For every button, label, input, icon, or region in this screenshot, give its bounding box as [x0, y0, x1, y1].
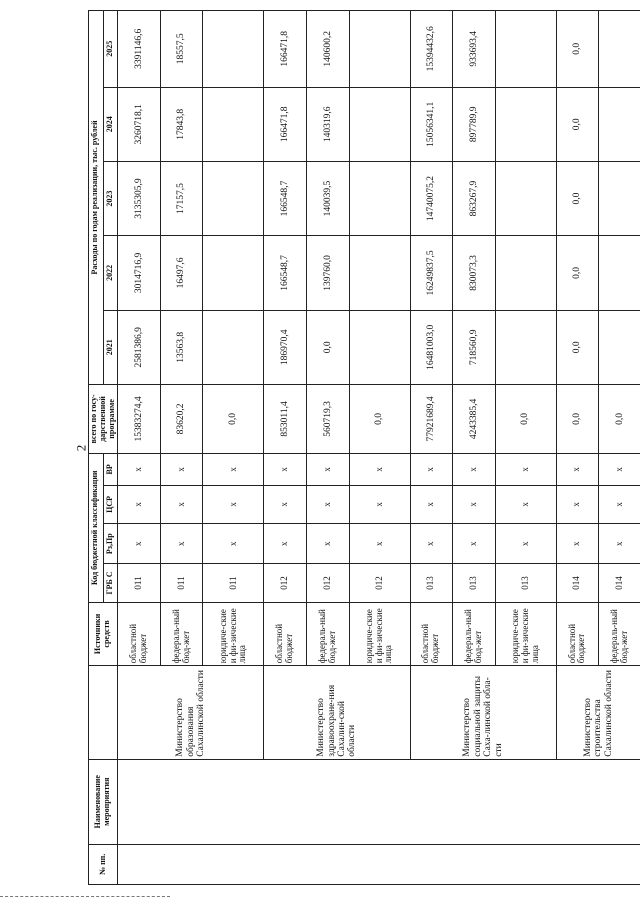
header-name: Наименование мероприятия [89, 759, 118, 844]
cell-2021: 0,0 [556, 310, 599, 384]
cell-2024: 17843,8 [160, 87, 203, 161]
cell-grbs: 012 [307, 564, 350, 602]
cell-2021 [203, 310, 264, 384]
cell-grbs: 011 [203, 564, 264, 602]
cell-rzpr: x [453, 524, 496, 564]
header-year-2024: 2024 [103, 87, 118, 161]
cell-rzpr: x [556, 524, 599, 564]
cell-2024: 0,0 [556, 87, 599, 161]
cell-2023: 166548,7 [264, 161, 307, 235]
cell-2023: 3135305,9 [118, 161, 161, 235]
header-year-2021: 2021 [103, 310, 118, 384]
cell-vr: x [203, 453, 264, 485]
cell-2025 [349, 11, 410, 88]
cell-source: федераль-ный бюд-жет [160, 602, 203, 666]
cell-2022 [349, 236, 410, 310]
table-row [556, 11, 599, 885]
cell-2025: 3391146,6 [118, 11, 161, 88]
cell-grbs: 012 [349, 564, 410, 602]
cell-vr: x [453, 453, 496, 485]
cell-vr: x [556, 453, 599, 485]
ministry-education: Министерство образования Сахалинской области [118, 666, 264, 759]
cell-2025 [495, 11, 556, 88]
header-expenses: Расходы по годам реализации, тыс. рублей [89, 11, 104, 385]
cell-2023 [203, 161, 264, 235]
cell-2023: 0,0 [556, 161, 599, 235]
cell-2021: 186970,4 [264, 310, 307, 384]
cell-rzpr: x [118, 524, 161, 564]
header-rzpr: Рз,Пр [103, 524, 118, 564]
cell-vr: x [410, 453, 453, 485]
cell-total: 4243385,4 [453, 384, 496, 453]
cell-total: 853011,4 [264, 384, 307, 453]
cell-total: 77921689,4 [410, 384, 453, 453]
cell-vr: x [495, 453, 556, 485]
cell-total: 0,0 [495, 384, 556, 453]
cell-vr: x [307, 453, 350, 485]
cell-csr: x [307, 485, 350, 523]
cell-source: федераль-ный бюд-жет [599, 602, 640, 666]
cell-2022 [599, 236, 640, 310]
cell-grbs: 013 [495, 564, 556, 602]
cell-2024: 140319,6 [307, 87, 350, 161]
cell-2022: 16497,6 [160, 236, 203, 310]
cell-total: 83620,2 [160, 384, 203, 453]
cell-csr: x [349, 485, 410, 523]
cell-csr: x [556, 485, 599, 523]
header-budget-code: Код бюджетной классификации [89, 453, 104, 602]
cell-2021 [599, 310, 640, 384]
ministry-construction: Министерство строительства Сахалинской области [556, 666, 640, 759]
header-year-2022: 2022 [103, 236, 118, 310]
cell-2025: 166471,8 [264, 11, 307, 88]
cell-csr: x [495, 485, 556, 523]
cell-grbs: 013 [410, 564, 453, 602]
header-year-2023: 2023 [103, 161, 118, 235]
cell-vr: x [118, 453, 161, 485]
cell-grbs: 013 [453, 564, 496, 602]
cell-2023: 14740075,2 [410, 161, 453, 235]
cell-grbs: 014 [556, 564, 599, 602]
cell-total: 0,0 [599, 384, 640, 453]
cell-2022 [495, 236, 556, 310]
cell-2021: 718560,9 [453, 310, 496, 384]
cell-source: областной бюджет [556, 602, 599, 666]
cell-2023 [599, 161, 640, 235]
cell-2024: 3260718,1 [118, 87, 161, 161]
header-num: № пп. [89, 844, 118, 884]
cell-2024: 166471,8 [264, 87, 307, 161]
cell-2021: 2581386,9 [118, 310, 161, 384]
cell-rzpr: x [264, 524, 307, 564]
cell-source: областной бюджет [118, 602, 161, 666]
cell-2022: 166548,7 [264, 236, 307, 310]
scan-artifact-line [0, 896, 170, 898]
cell-csr: x [160, 485, 203, 523]
cell-2023: 17157,5 [160, 161, 203, 235]
cell-2022 [203, 236, 264, 310]
cell-grbs: 011 [160, 564, 203, 602]
cell-rzpr: x [307, 524, 350, 564]
cell-source: юридиче-ские и фи-зические лица [495, 602, 556, 666]
cell-2025 [203, 11, 264, 88]
cell-2024 [599, 87, 640, 161]
cell-2021: 16481003,0 [410, 310, 453, 384]
header-executor [89, 666, 118, 759]
cell-csr: x [599, 485, 640, 523]
cell-grbs: 012 [264, 564, 307, 602]
cell-source: юридиче-ские и фи-зические лица [349, 602, 410, 666]
cell-rzpr: x [203, 524, 264, 564]
cell-vr: x [264, 453, 307, 485]
cell-2022: 16249837,5 [410, 236, 453, 310]
header-sources: Источники средств [89, 602, 118, 666]
cell-source: областной бюджет [410, 602, 453, 666]
cell-2025: 140600,2 [307, 11, 350, 88]
ministry-health: Министерство здравоохране-ния Сахалин-ской области [264, 666, 410, 759]
cell-rzpr: x [410, 524, 453, 564]
cell-total: 0,0 [349, 384, 410, 453]
cell-2021: 0,0 [307, 310, 350, 384]
ministry-social: Министерство социальной защиты Саха-линской обла-сти [410, 666, 556, 759]
cell-2021 [495, 310, 556, 384]
cell-rzpr: x [495, 524, 556, 564]
cell-2024 [349, 87, 410, 161]
cell-name [118, 759, 640, 844]
cell-grbs: 014 [599, 564, 640, 602]
header-vr: ВР [103, 453, 118, 485]
cell-2023 [495, 161, 556, 235]
cell-2022: 3014716,9 [118, 236, 161, 310]
table-row [410, 11, 453, 885]
cell-2022: 0,0 [556, 236, 599, 310]
cell-rzpr: x [160, 524, 203, 564]
cell-source: федераль-ный бюд-жет [307, 602, 350, 666]
cell-num [118, 844, 640, 884]
table-row [264, 11, 307, 885]
cell-csr: x [453, 485, 496, 523]
cell-total: 15383274,4 [118, 384, 161, 453]
header-grbs: ГРБ С [103, 564, 118, 602]
cell-2025 [599, 11, 640, 88]
cell-2025: 0,0 [556, 11, 599, 88]
cell-2024: 897789,9 [453, 87, 496, 161]
cell-2025: 933693,4 [453, 11, 496, 88]
cell-vr: x [349, 453, 410, 485]
cell-2024: 15056341,1 [410, 87, 453, 161]
cell-csr: x [203, 485, 264, 523]
cell-vr: x [160, 453, 203, 485]
cell-2023: 863267,9 [453, 161, 496, 235]
page-number: 2 [73, 444, 89, 452]
table-row [118, 11, 161, 885]
cell-source: областной бюджет [264, 602, 307, 666]
cell-2023: 140039,5 [307, 161, 350, 235]
cell-total: 0,0 [556, 384, 599, 453]
cell-rzpr: x [349, 524, 410, 564]
cell-source: юридиче-ские и фи-зические лица [203, 602, 264, 666]
cell-rzpr: x [599, 524, 640, 564]
cell-csr: x [264, 485, 307, 523]
cell-total: 560719,3 [307, 384, 350, 453]
rotated-table-wrapper [88, 10, 636, 885]
cell-source: федераль-ный бюд-жет [453, 602, 496, 666]
cell-grbs: 011 [118, 564, 161, 602]
cell-2024 [203, 87, 264, 161]
cell-2021 [349, 310, 410, 384]
cell-2022: 830073,3 [453, 236, 496, 310]
cell-2025: 15394432,6 [410, 11, 453, 88]
cell-2023 [349, 161, 410, 235]
cell-2021: 13563,8 [160, 310, 203, 384]
cell-2022: 139760,0 [307, 236, 350, 310]
cell-2024 [495, 87, 556, 161]
cell-csr: x [118, 485, 161, 523]
header-csr: ЦСР [103, 485, 118, 523]
header-year-2025: 2025 [103, 11, 118, 88]
cell-csr: x [410, 485, 453, 523]
header-total: всего по госу-дарственной программе [89, 384, 118, 453]
cell-2025: 18557,5 [160, 11, 203, 88]
budget-table [88, 10, 640, 885]
cell-total: 0,0 [203, 384, 264, 453]
cell-vr: x [599, 453, 640, 485]
